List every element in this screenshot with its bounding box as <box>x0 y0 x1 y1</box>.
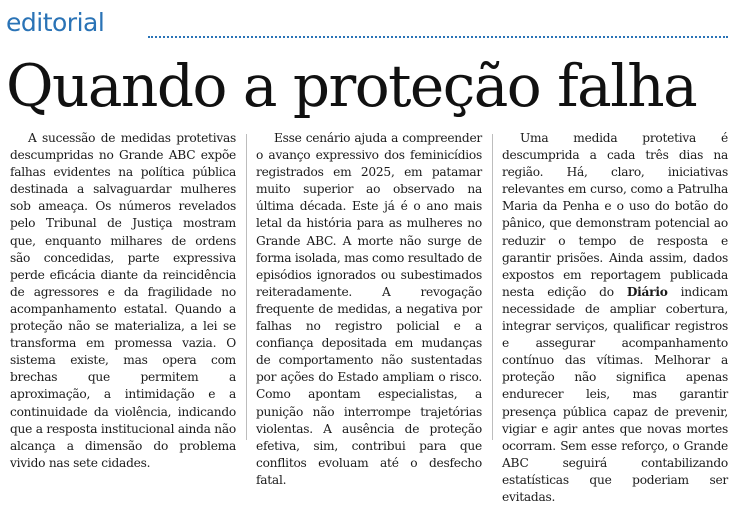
article-paragraph-1: A sucessão de medidas protetivas descumpridas no Grande ABC expõe falhas evidentes na política pública destinada a salvaguardar mulheres sob ameaça. Os números revelados pelo Tribunal de Justiça mostram que, enquanto milhares de ordens são concedidas, parte expressiva perde eficácia diante da reincidência de agressores e da fragilidade no acompanhamento estatal. Quando a proteção não se materializa, a lei se transforma em promessa vazia. O sistema existe, mas opera com brechas que permitem a aproximação, a intimidação e a continuidade da violência, indicando que a resposta institucional ainda não alcança a dimensão do problema vivido nas sete cidades. <box>10 131 237 470</box>
section-header <box>6 8 728 40</box>
article-column-1 <box>10 130 237 470</box>
paragraph-3-text-after: indicam necessidade de ampliar cobertura, integrar serviços, qualificar registros e assegurar acompanhamento contínuo das vítimas. Melhorar a proteção não significa apenas endurecer leis, mas garantir presença pública capaz de prevenir, vigiar e agir antes que novas mortes ocorram. Sem esse reforço, o Grande ABC seguirá contabilizando estatísticas que poderiam ser evitadas. <box>502 284 728 504</box>
column-divider <box>492 134 493 440</box>
section-label: editorial <box>6 8 105 37</box>
article-column-2 <box>256 130 482 487</box>
article-paragraph-2: Esse cenário ajuda a compreender o avanço expressivo dos feminicídios registrados em 2025, em patamar muito superior ao observado na última década. Este já é o ano mais letal da história para as mulheres no Grande ABC. A morte não surge de forma isolada, mas como resultado de episódios ignorados ou subestimados reiteradamente. A revogação frequente de medidas, a negativa por falhas no registro policial e a confiança depositada em mudanças de comportamento não sustentadas por ações do Estado ampliam o risco. Como apontam especialistas, a punição não interrompe trajetórias violentas. A ausência de proteção efetiva, sim, contribui para que conflitos evoluam até o desfecho fatal. <box>256 131 482 487</box>
column-divider <box>246 134 247 440</box>
article-body <box>10 130 728 504</box>
article-column-3 <box>502 130 728 504</box>
article-paragraph-3 <box>502 130 728 506</box>
section-dotted-rule <box>148 36 728 38</box>
newspaper-name: Diário <box>626 284 668 299</box>
headline: Quando a proteção falha <box>6 52 697 120</box>
paragraph-3-text-before: Uma medida protetiva é descumprida a cada três dias na região. Há, claro, iniciativas relevantes em curso, como a Patrulha Maria da Penha e o uso do botão do pânico, que demonstram potencial ao reduzir o tempo de resposta e garantir prisões. Ainda assim, dados expostos em reportagem publicada nesta edição do <box>502 131 728 299</box>
